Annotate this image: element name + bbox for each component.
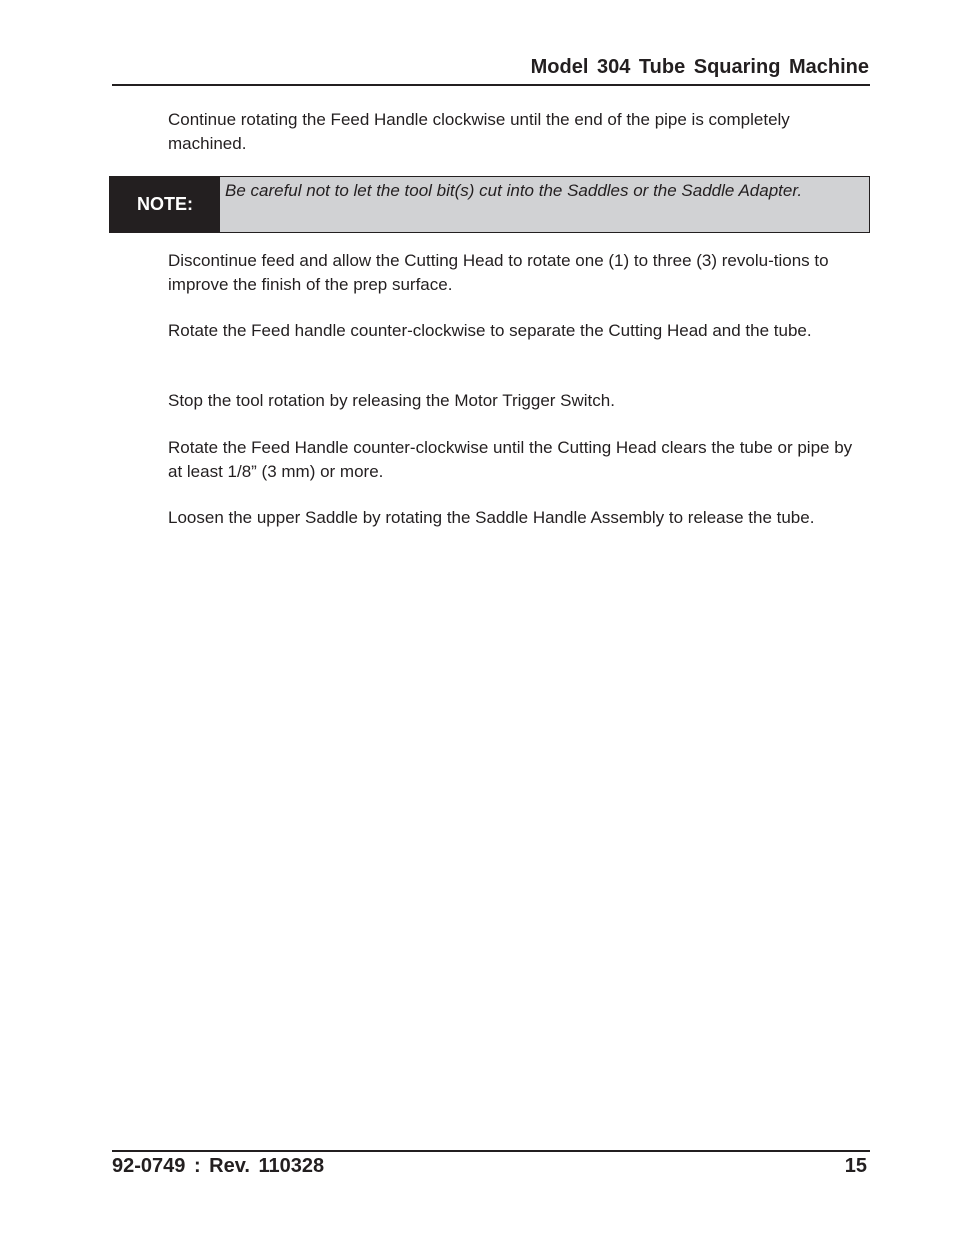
paragraph-loosen-saddle: Loosen the upper Saddle by rotating the Saddle Handle Assembly to release the tube. — [168, 508, 815, 527]
paragraph-discontinue-feed: Discontinue feed and allow the Cutting Head to rotate one (1) to three (3) revolu-tions to improve the finish of the prep surface. — [168, 251, 829, 294]
footer-divider — [112, 1150, 870, 1152]
note-text: Be careful not to let the tool bit(s) cut into the Saddles or the Saddle Adapter. — [225, 181, 803, 200]
document-title: Model 304 Tube Squaring Machine — [530, 56, 869, 78]
note-callout — [109, 176, 870, 233]
note-label: NOTE: — [110, 177, 220, 232]
paragraph-continue-rotating: Continue rotating the Feed Handle clockwise until the end of the pipe is completely machined. — [168, 110, 790, 153]
paragraph-rotate-feed-handle: Rotate the Feed handle counter-clockwise to separate the Cutting Head and the tube. — [168, 321, 812, 340]
header-divider — [112, 84, 870, 86]
document-revision: 92-0749 : Rev. 110328 — [112, 1155, 325, 1177]
page-number: 15 — [844, 1155, 867, 1177]
paragraph-stop-tool-rotation: Stop the tool rotation by releasing the Motor Trigger Switch. — [168, 391, 615, 410]
paragraph-clear-cutting-head: Rotate the Feed Handle counter-clockwise until the Cutting Head clears the tube or pipe by at least 1/8” (3 mm) or more. — [168, 438, 853, 481]
